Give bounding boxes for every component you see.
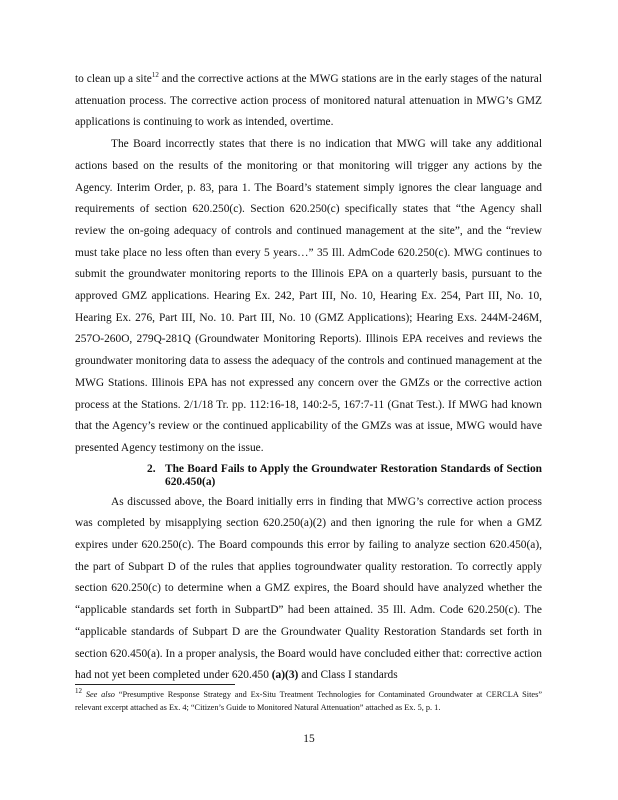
- paragraph-continuation: [75, 69, 542, 134]
- footnote-text: “Presumptive Response Strategy and Ex-Situ Treatment Technologies for Contaminated Groundwater at CERCLA Sites” relevant excerpt attached as Ex. 4; “Citizen’s Guide to Monitored Natural Attenuation” attached as Ex. 5, p. 1.: [75, 690, 543, 712]
- heading-text: The Board Fails to Apply the Groundwater Restoration Standards of Section 620.450(a): [165, 462, 542, 488]
- paragraph-3-ending: and Class I standards: [298, 669, 398, 682]
- footnote-see-also: See also: [85, 690, 115, 699]
- body-text: [75, 69, 542, 687]
- paragraph-board-incorrectly-states: The Board incorrectly states that there is no indication that MWG will take any additional actions based on the results of the monitoring or that monitoring will trigger any actions by the Agency. Interim Order, p. 83, para 1. The Board’s statement simply ignores the clear language and requirements of section 620.250(c). Section 620.250(c) specifically states that “the Agency shall review the on-going adequacy of controls and continued management at the site”, and the “review must take place no less often than every 5 years…” 35 Ill. AdmCode 620.250(c). MWG continues to submit the groundwater monitoring reports to the Illinois EPA on a quarterly basis, pursuant to the approved GMZ applications. Hearing Ex. 242, Part III, No. 10, Hearing Ex. 254, Part III, No. 10, Hearing Ex. 276, Part III, No. 10. Part III, No. 10 (GMZ Applications); Hearing Exs. 244M-246M, 257O-260O, 279Q-281Q (Groundwater Monitoring Reports). Illinois EPA receives and reviews the groundwater monitoring data to assess the adequacy of the controls and continued management at the MWG Stations. Illinois EPA has not expressed any concern over the GMZs or the corrective action process at the Stations. 2/1/18 Tr. pp. 112:16-18, 140:2-5, 167:7-11 (Gnat Test.). If MWG had known that the Agency’s review or the continued applicability of the GMZs was at issue, MWG would have presented Agency testimony on the issue.: [75, 138, 542, 454]
- paragraph-1-lead: to clean up a site: [75, 73, 152, 85]
- page-number: 15: [303, 733, 315, 745]
- paragraph-1-rest: and the corrective actions at the MWG stations are in the early stages of the natural attenuation process. The corrective action process of monitored natural attenuation in MWG’s GMZ applications is continuing to work as intended, overtime.: [75, 73, 543, 129]
- paragraph-3-citation: (a)(3): [271, 669, 299, 682]
- footnote-12: [75, 689, 542, 714]
- paragraph-3-main: As discussed above, the Board initially errs in finding that MWG’s corrective action process was completed by misapplying section 620.250(a)(2) and then ignoring the rule for when a GMZ expires under 620.250(c). The Board compounds this error by failing to analyze section 620.450(a), the part of Subpart D of the rules that applies togroundwater quality restoration. To correctly apply section 620.250(c) to determine when a GMZ expires, the Board should have analyzed whether the “applicable standards set forth in SubpartD” had been attained. 35 Ill. Adm. Code 620.250(c). The “applicable standards of Subpart D are the Groundwater Quality Restoration Standards set forth in section 620.450(a). In a proper analysis, the Board would have concluded either that: corrective action had not yet been completed under 620.450: [75, 495, 542, 682]
- paragraph-restoration-standards: [75, 492, 542, 687]
- footnote-separator: [75, 684, 235, 685]
- heading-number: 2.: [147, 462, 156, 475]
- section-heading: [75, 460, 542, 492]
- footnote-reference-12: 12: [151, 71, 159, 80]
- footnote-marker: 12: [75, 687, 82, 696]
